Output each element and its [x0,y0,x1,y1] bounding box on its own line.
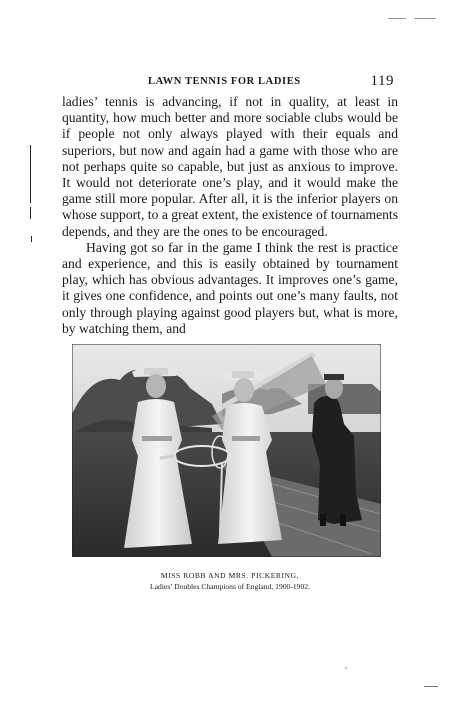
footer-scan-mark [424,686,438,687]
photograph-tennis-players [72,344,381,557]
page-header [62,74,398,92]
figure-caption [62,570,398,592]
page-number: 119 [370,73,394,89]
scan-speck [345,667,347,669]
caption-subtitle: Ladies’ Doubles Champions of England, 1900-1902. [150,582,310,591]
caption-names: MISS ROBB AND MRS. PICKERING, [160,571,300,580]
corner-scan-marks [388,18,438,22]
margin-mark [30,207,31,219]
running-head: LAWN TENNIS FOR LADIES [148,76,301,87]
paragraph: Having got so far in the game I think the rest is practice and experience, and this is easily obtained by tournament play, which has obvious advantages. It improves one’s game, it gives one confidence, and points out one’s many faults, not only through playing against good players but, what is more, by watching them, and [62,239,398,336]
margin-mark [30,145,31,203]
margin-mark [31,236,32,242]
body-text [62,94,398,337]
photograph-illustration [72,344,381,557]
paragraph-continued: ladies’ tennis is advancing, if not in quality, at least in quantity, how much better and more sociable clubs would be if people not only always played with their equals and superiors, but now and again had a game with those who are not perhaps quite so capable, but just as anxious to improve. It would not deteriorate one’s play, and it would make the game still more popular. After all, it is the inferior players on whose support, to a great extent, the existence of tournaments depends, and they are the ones to be encouraged. [62,94,398,239]
